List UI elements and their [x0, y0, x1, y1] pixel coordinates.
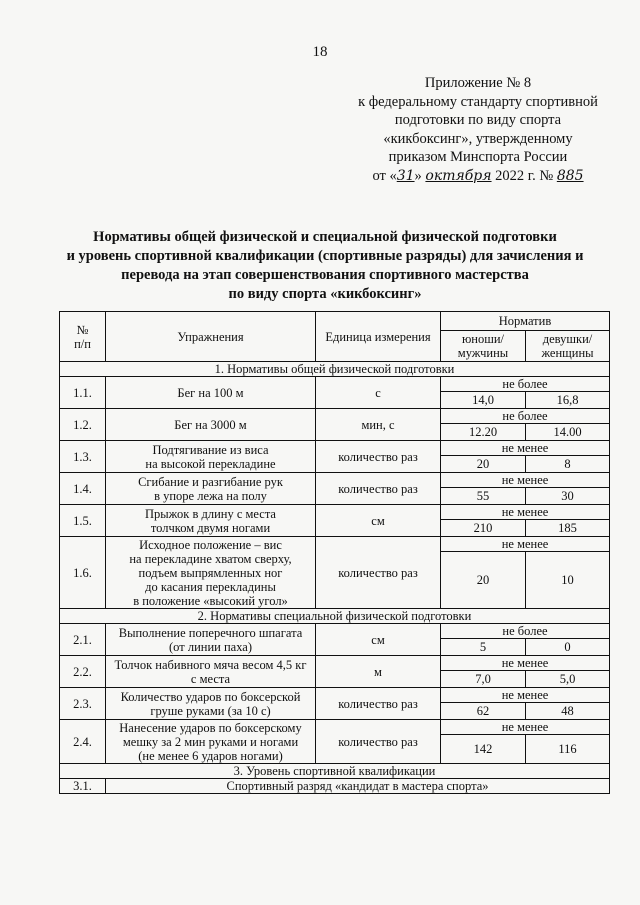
- header-unit: Единица измерения: [316, 312, 441, 362]
- row-condition: не менее: [441, 720, 610, 735]
- row-num: 2.3.: [60, 688, 106, 720]
- row-boys-value: 142: [441, 735, 526, 764]
- row-boys-value: 12.20: [441, 424, 526, 441]
- table-row: [60, 720, 610, 735]
- row-boys-value: 210: [441, 520, 526, 537]
- row-num: 3.1.: [60, 779, 106, 794]
- header-boys: юноши/ мужчины: [441, 331, 526, 362]
- row-exercise: Бег на 3000 м: [106, 409, 316, 441]
- appendix-line: «кикбоксинг», утвержденному: [383, 130, 573, 147]
- appendix-line: приказом Минспорта России: [388, 149, 568, 165]
- row-condition: не менее: [441, 537, 610, 552]
- row-exercise: Нанесение ударов по боксерскому мешку за 2 мин руками и ногами (не менее 6 ударов ногами): [106, 720, 316, 764]
- row-num: 1.6.: [60, 537, 106, 609]
- row-girls-value: 8: [526, 456, 610, 473]
- handwritten-day: 31: [396, 167, 415, 184]
- row-exercise: Толчок набивного мяча весом 4,5 кг с места: [106, 656, 316, 688]
- row-num: 2.2.: [60, 656, 106, 688]
- row-boys-value: 5: [441, 639, 526, 656]
- row-condition: не менее: [441, 473, 610, 488]
- header-norm: Норматив: [441, 312, 610, 331]
- row-girls-value: 10: [526, 552, 610, 609]
- row-num: 1.3.: [60, 441, 106, 473]
- section-row: [60, 362, 610, 377]
- row-exercise: Сгибание и разгибание рук в упоре лежа на полу: [106, 473, 316, 505]
- appendix-line: к федеральному стандарту спортивной: [358, 93, 598, 110]
- order-date-line: [353, 167, 603, 186]
- section-title: 2. Нормативы специальной физической подготовки: [60, 609, 610, 624]
- row-num: 1.1.: [60, 377, 106, 409]
- header-num: № п/п: [60, 312, 106, 362]
- appendix-line: Приложение № 8: [424, 75, 532, 91]
- row-girls-value: 185: [526, 520, 610, 537]
- handwritten-number: 885: [556, 167, 584, 184]
- title-line: и уровень спортивной квалификации (спортивные разряды) для зачисления и: [66, 248, 584, 264]
- row-boys-value: 55: [441, 488, 526, 505]
- table-row: [60, 473, 610, 488]
- header-row: [60, 312, 610, 331]
- row-exercise: Бег на 100 м: [106, 377, 316, 409]
- table-row: [60, 409, 610, 424]
- handwritten-month: октября: [425, 167, 492, 184]
- row-condition: не более: [441, 377, 610, 392]
- table-row: [60, 624, 610, 639]
- row-girls-value: 14.00: [526, 424, 610, 441]
- row-exercise: Подтягивание из виса на высокой перекладине: [106, 441, 316, 473]
- row-condition: не более: [441, 409, 610, 424]
- title-line: Нормативы общей физической и специальной физической подготовки: [93, 229, 557, 245]
- row-girls-value: 16,8: [526, 392, 610, 409]
- row-exercise: Прыжок в длину с места толчком двумя ногами: [106, 505, 316, 537]
- appendix-block: [353, 74, 603, 185]
- row-num: 1.2.: [60, 409, 106, 441]
- row-boys-value: 62: [441, 703, 526, 720]
- row-unit: см: [316, 505, 441, 537]
- row-unit: количество раз: [316, 441, 441, 473]
- row-boys-value: 20: [441, 456, 526, 473]
- row-boys-value: 14,0: [441, 392, 526, 409]
- row-qualification: Спортивный разряд «кандидат в мастера спорта»: [106, 779, 610, 794]
- title-line: перевода на этап совершенствования спортивного мастерства: [121, 267, 529, 283]
- row-unit: м: [316, 656, 441, 688]
- date-prefix: от «: [372, 167, 397, 184]
- table-row: [60, 537, 610, 552]
- row-unit: количество раз: [316, 688, 441, 720]
- row-num: 1.4.: [60, 473, 106, 505]
- document-title: [40, 228, 610, 304]
- header-exercise: Упражнения: [106, 312, 316, 362]
- row-unit: количество раз: [316, 473, 441, 505]
- row-condition: не менее: [441, 505, 610, 520]
- row-condition: не более: [441, 624, 610, 639]
- table-row: [60, 779, 610, 794]
- table-row: [60, 441, 610, 456]
- row-exercise: Количество ударов по боксерской груше руками (за 10 с): [106, 688, 316, 720]
- row-exercise: Исходное положение – вис на перекладине хватом сверху, подъем выпрямленных ног до касания перекладины в положение «высокий угол»: [106, 537, 316, 609]
- norms-table: [59, 311, 610, 794]
- row-unit: мин, с: [316, 409, 441, 441]
- row-unit: с: [316, 377, 441, 409]
- row-unit: количество раз: [316, 537, 441, 609]
- row-unit: см: [316, 624, 441, 656]
- table-row: [60, 505, 610, 520]
- row-condition: не менее: [441, 656, 610, 671]
- row-boys-value: 7,0: [441, 671, 526, 688]
- row-num: 2.4.: [60, 720, 106, 764]
- row-unit: количество раз: [316, 720, 441, 764]
- row-num: 1.5.: [60, 505, 106, 537]
- section-row: [60, 609, 610, 624]
- date-mid: »: [414, 167, 422, 184]
- title-line: по виду спорта «кикбоксинг»: [228, 286, 422, 302]
- row-num: 2.1.: [60, 624, 106, 656]
- section-title: 3. Уровень спортивной квалификации: [60, 764, 610, 779]
- row-girls-value: 5,0: [526, 671, 610, 688]
- row-girls-value: 30: [526, 488, 610, 505]
- table-row: [60, 377, 610, 392]
- section-title: 1. Нормативы общей физической подготовки: [60, 362, 610, 377]
- page-number: 18: [312, 44, 328, 60]
- row-girls-value: 0: [526, 639, 610, 656]
- row-exercise: Выполнение поперечного шпагата (от линии паха): [106, 624, 316, 656]
- table-row: [60, 656, 610, 671]
- row-condition: не менее: [441, 441, 610, 456]
- appendix-line: подготовки по виду спорта: [394, 112, 562, 128]
- header-girls: девушки/ женщины: [526, 331, 610, 362]
- section-row: [60, 764, 610, 779]
- row-boys-value: 20: [441, 552, 526, 609]
- table-row: [60, 688, 610, 703]
- date-year: 2022 г. №: [495, 167, 554, 184]
- row-girls-value: 48: [526, 703, 610, 720]
- row-girls-value: 116: [526, 735, 610, 764]
- row-condition: не менее: [441, 688, 610, 703]
